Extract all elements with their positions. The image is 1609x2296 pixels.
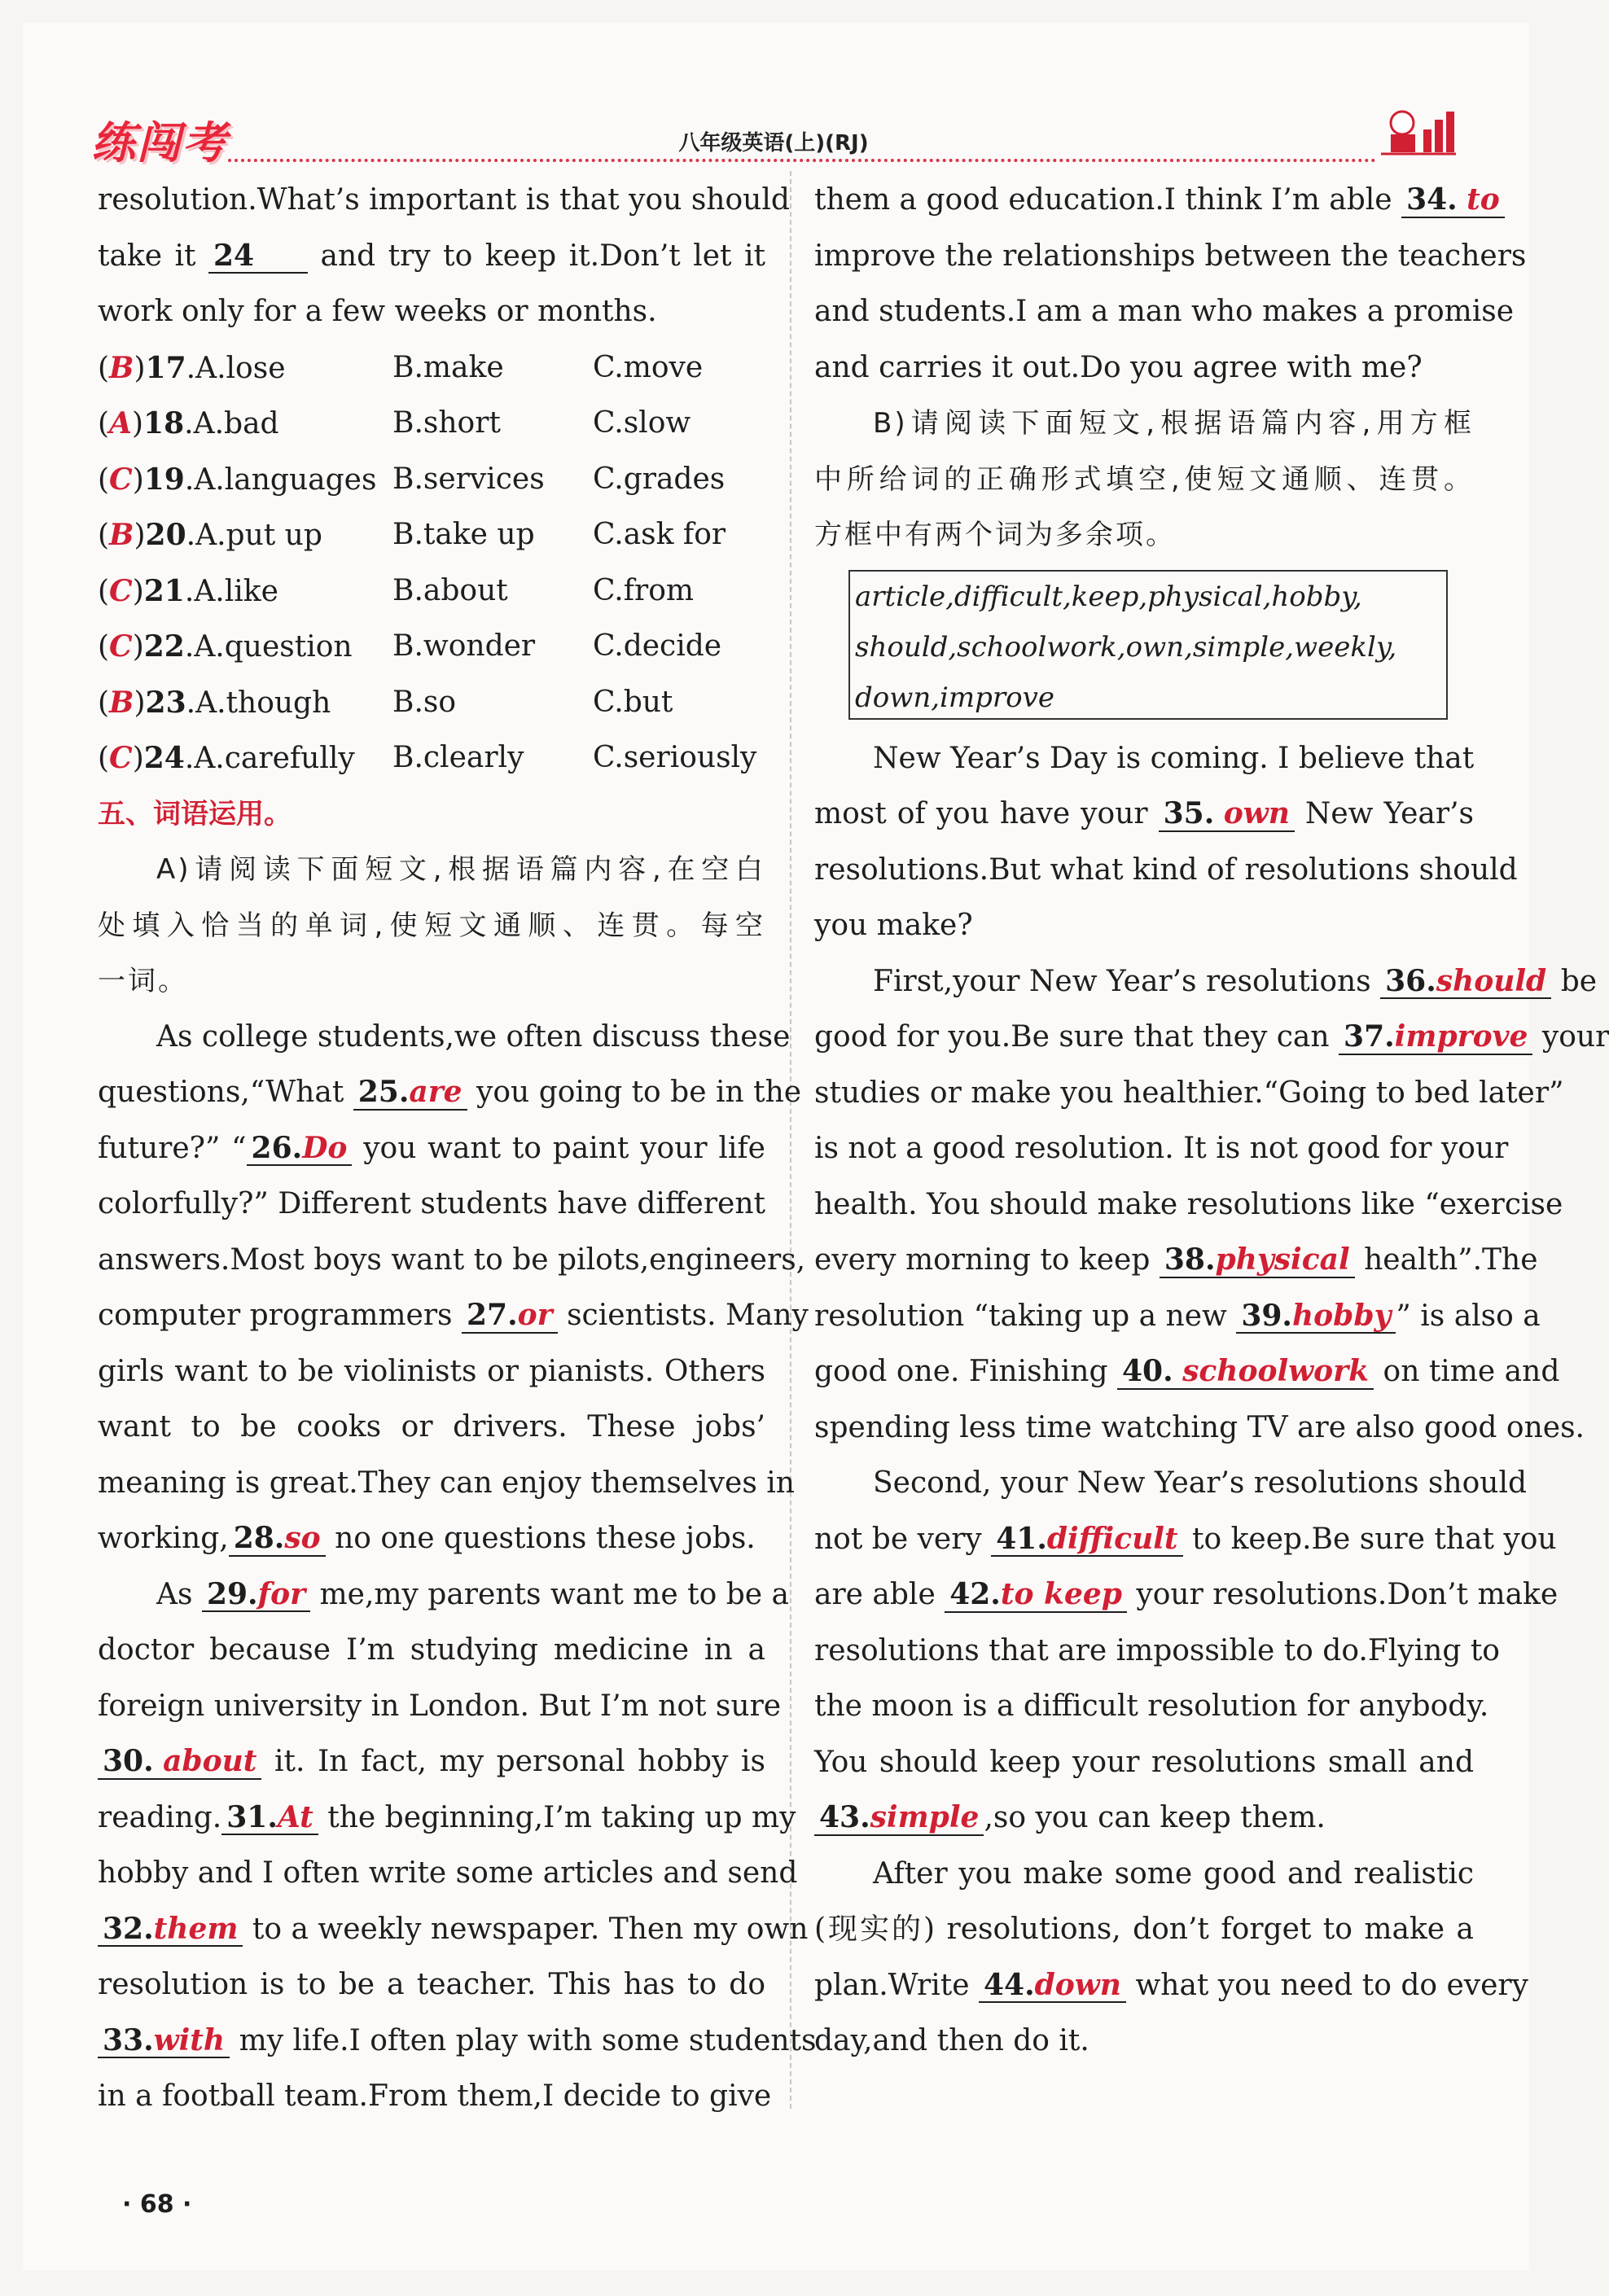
text-line: resolution is to be a teacher. This has to do: [98, 1968, 765, 2001]
instruction-b: B)请阅读下面短文,根据语篇内容,用方框: [873, 407, 1474, 440]
text-line: future?” “ 26.Do you want to paint your life: [98, 1130, 765, 1165]
choice-row-18: (A)18.A.bad B.short C.slow: [98, 406, 691, 440]
text-line: improve the relationships between the teachers: [814, 239, 1527, 273]
text-line: you make?: [814, 909, 973, 942]
blank-27: 27.or: [462, 1299, 558, 1334]
text-line: hobby and I often write some articles and send: [98, 1856, 798, 1890]
blank-37: 37.improve: [1339, 1021, 1532, 1055]
blank-32: 32.them: [98, 1913, 243, 1948]
blank-41: 41.difficult: [991, 1523, 1182, 1558]
blank-38: 38.physical: [1160, 1244, 1355, 1278]
text-line: take it 24 and try to keep it.Don’t let it: [98, 238, 765, 273]
text-line: day,and then do it.: [814, 2024, 1089, 2057]
instruction-b: 方框中有两个词为多余项。: [814, 519, 1176, 551]
left-column: [98, 173, 817, 2125]
page-header: [73, 94, 1474, 167]
header-title: 八年级英语(上)(RJ): [678, 131, 869, 156]
instruction-a: A)请阅读下面短文,根据语篇内容,在空白: [156, 853, 765, 886]
text-line: studies or make you healthier.“Going to bed later”: [814, 1076, 1564, 1110]
blank-29: 29.for: [202, 1579, 310, 1613]
text-line: resolution.What’s important is that you should: [98, 183, 790, 217]
choice-row-21: (C)21.A.like B.about C.from: [98, 573, 695, 608]
text-line: girls want to be violinists or pianists. Others: [98, 1354, 765, 1388]
text-line: good one. Finishing 40. schoolwork on time and: [814, 1354, 1560, 1388]
blank-36: 36.should: [1380, 966, 1551, 1000]
text-line: health. You should make resolutions like “exercise: [814, 1187, 1563, 1221]
book-logo: 练闯考: [91, 117, 228, 169]
blank-28: 28.so: [229, 1523, 326, 1557]
blank-26: 26.Do: [247, 1133, 353, 1167]
instruction-b: 中所给词的正确形式填空,使短文通顺、连贯。: [814, 462, 1474, 496]
text-line: After you make some good and realistic: [873, 1856, 1474, 1891]
text-line: meaning is great.They can enjoy themselves in: [98, 1466, 795, 1500]
blank-24: 24: [208, 240, 308, 274]
text-line: resolutions.But what kind of resolutions should: [814, 852, 1518, 887]
header-dotted-line: [228, 159, 1376, 162]
text-line: resolution “taking up a new 39.hobby ” is also a: [814, 1298, 1541, 1333]
text-line: You should keep your resolutions small and: [814, 1745, 1474, 1779]
text-line: reading. 31.At the beginning,I’m taking up my: [98, 1799, 796, 1834]
text-line: every morning to keep 38.physical health”.The: [814, 1242, 1538, 1277]
blank-39: 39.hobby: [1236, 1300, 1396, 1334]
blank-30: 30. about: [98, 1746, 261, 1780]
text-line: not be very 41.difficult to keep.Be sure that you: [814, 1521, 1557, 1556]
text-line: them a good education.I think I’m able 34. to: [814, 173, 1474, 229]
choice-row-24: (C)24.A.carefully B.clearly C.seriously: [98, 741, 757, 775]
text-line: doctor because I’m studying medicine in a: [98, 1633, 765, 1667]
choice-row-19: (C)19.A.languages B.services C.grades: [98, 462, 726, 497]
instruction-a: 处填入恰当的单词,使短文通顺、连贯。每空: [98, 909, 765, 942]
section-heading: 五、词语运用。: [98, 797, 292, 830]
text-line: the moon is a difficult resolution for anybody.: [814, 1689, 1489, 1723]
choice-row-23: (B)23.A.though B.so C.but: [98, 685, 673, 720]
blank-40: 40. schoolwork: [1117, 1356, 1374, 1390]
blank-34: 34. to: [1401, 184, 1505, 218]
blank-31: 31.At: [221, 1802, 318, 1836]
page-number: · 68 ·: [122, 2190, 192, 2219]
word-box: article,difficult,keep,physical,hobby, should,schoolwork,own,simple,weekly, down,improve: [848, 570, 1448, 720]
text-line: 43.simple ,so you can keep them.: [814, 1790, 1474, 1847]
text-line: First,your New Year’s resolutions 36.should be: [873, 963, 1598, 998]
blank-42: 42.to keep: [945, 1579, 1127, 1613]
text-line: New Year’s Day is coming. I believe that: [873, 741, 1475, 775]
text-line: computer programmers 27.or scientists. Many: [98, 1298, 809, 1332]
text-line: most of you have your 35. own New Year’s: [814, 796, 1475, 830]
text-line: resolutions that are impossible to do.Flying to: [814, 1633, 1500, 1667]
text-line: answers.Most boys want to be pilots,engineers,: [98, 1242, 806, 1277]
text-line: As college students,we often discuss these: [156, 1019, 791, 1054]
instruction-a: 一词。: [98, 965, 188, 997]
text-line: in a football team.From them,I decide to give: [98, 2079, 772, 2113]
text-line: are able 42.to keep your resolutions.Don’t make: [814, 1577, 1559, 1611]
text-line: want to be cooks or drivers. These jobs’: [98, 1410, 765, 1444]
text-line: and students.I am a man who makes a promise: [814, 295, 1515, 328]
text-line: foreign university in London. But I’m not sure: [98, 1689, 782, 1723]
text-line: plan.Write 44.down what you need to do every: [814, 1967, 1528, 2002]
text-line: Second, your New Year’s resolutions should: [873, 1466, 1528, 1500]
right-column: [814, 173, 1609, 2070]
blank-33: 33.with: [98, 2025, 230, 2059]
choice-row-20: (B)20.A.put up B.take up C.ask for: [98, 518, 726, 552]
blank-43: 43.simple: [814, 1802, 984, 1836]
text-line: As 29.for me,my parents want me to be a: [156, 1576, 789, 1611]
text-line: work only for a few weeks or months.: [98, 295, 657, 328]
blank-25: 25.are: [353, 1076, 467, 1111]
text-line: and carries it out.Do you agree with me?: [814, 350, 1423, 384]
text-line: 30. about it. In fact, my personal hobby is: [98, 1734, 765, 1790]
text-line: 32.them to a weekly newspaper. Then my own: [98, 1902, 765, 1958]
choice-row-17: (B)17.A.lose B.make C.move: [98, 350, 704, 385]
choice-row-22: (C)22.A.question B.wonder C.decide: [98, 629, 722, 664]
text-line: colorfully?” Different students have different: [98, 1187, 765, 1220]
blank-35: 35. own: [1159, 798, 1295, 832]
text-line: questions,“What 25.are you going to be in the: [98, 1075, 802, 1109]
text-line: (现实的) resolutions, don’t forget to make a: [814, 1913, 1474, 1946]
cartoon-mascot-icon: [1378, 105, 1456, 162]
text-line: spending less time watching TV are also good ones.: [814, 1410, 1585, 1444]
text-line: working, 28.so no one questions these jobs.: [98, 1521, 756, 1555]
text-line: good for you.Be sure that they can 37.improve your: [814, 1019, 1609, 1054]
text-line: 33.with my life.I often play with some students: [98, 2013, 765, 2070]
text-line: is not a good resolution. It is not good for your: [814, 1132, 1509, 1165]
blank-44: 44.down: [979, 1970, 1126, 2004]
